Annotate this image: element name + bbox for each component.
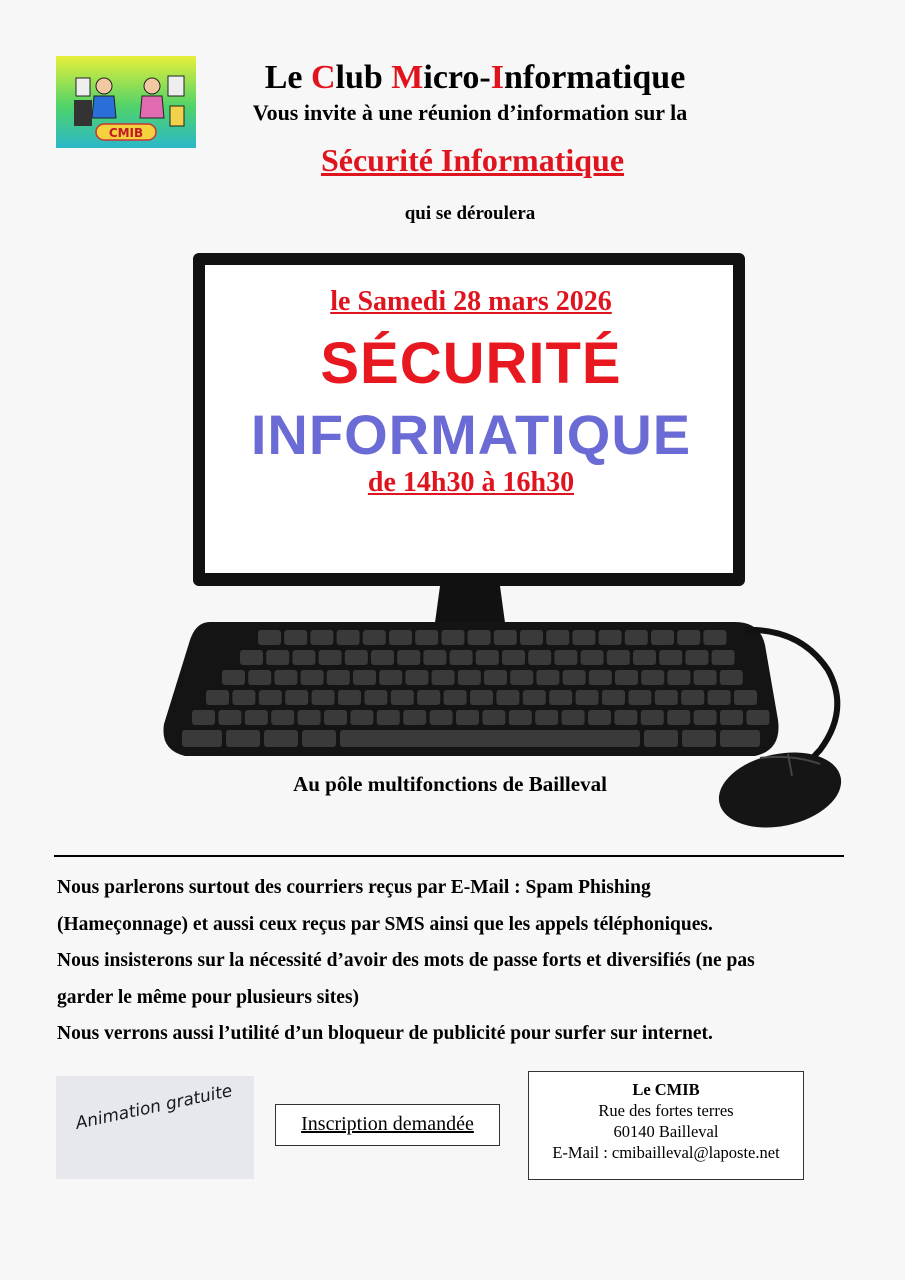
screen-title-informatique: INFORMATIQUE bbox=[250, 403, 692, 466]
club-title bbox=[210, 58, 740, 98]
description-line: (Hameçonnage) et aussi ceux reçus par SMS ainsi que les appels téléphoniques. bbox=[57, 913, 713, 935]
description-line: Nous parlerons surtout des courriers reçus par E-Mail : Spam Phishing bbox=[57, 877, 651, 898]
event-date: le Samedi 28 mars 2026 bbox=[330, 286, 612, 317]
description-line: Nous verrons aussi l’utilité d’un bloqueur de publicité pour surfer sur internet. bbox=[57, 1023, 713, 1044]
keyboard-icon bbox=[163, 622, 778, 756]
club-title-initial: I bbox=[490, 59, 504, 96]
cmib-logo-icon bbox=[56, 56, 196, 148]
topic-title: Sécurité Informatique bbox=[320, 142, 625, 178]
screen-title-securite: SÉCURITÉ bbox=[320, 331, 622, 396]
animation-label: Animation gratuite bbox=[73, 1081, 235, 1134]
club-title-part: nformatique bbox=[503, 59, 686, 96]
club-title-part: lub bbox=[335, 59, 392, 96]
club-title-part: icro- bbox=[423, 59, 491, 96]
description-line: Nous insisterons sur la nécessité d’avoir des mots de passe forts et diversifiés (ne pas bbox=[57, 950, 755, 971]
event-venue: Au pôle multifonctions de Bailleval bbox=[293, 772, 607, 796]
address-name: Le CMIB bbox=[632, 1080, 700, 1099]
divider bbox=[54, 855, 844, 857]
address-city: 60140 Bailleval bbox=[613, 1122, 719, 1141]
invitation-line: Vous invite à une réunion d’information sur la bbox=[252, 100, 688, 125]
description-line: garder le même pour plusieurs sites) bbox=[57, 986, 360, 1008]
event-hours: de 14h30 à 16h30 bbox=[367, 467, 575, 498]
club-title-initial: M bbox=[391, 59, 424, 96]
address-box bbox=[528, 1071, 804, 1180]
address-email[interactable]: E-Mail : cmibailleval@laposte.net bbox=[552, 1143, 780, 1162]
club-title-initial: C bbox=[310, 59, 336, 96]
logo-label: CMIB bbox=[108, 126, 144, 140]
animation-gratuite-badge bbox=[56, 1076, 254, 1179]
club-title-part: Le bbox=[264, 59, 311, 96]
address-street: Rue des fortes terres bbox=[598, 1101, 734, 1120]
description bbox=[57, 870, 857, 1053]
inscription-box bbox=[275, 1104, 500, 1146]
deroulera-line: qui se déroulera bbox=[404, 203, 536, 224]
inscription-label: Inscription demandée bbox=[301, 1113, 474, 1135]
